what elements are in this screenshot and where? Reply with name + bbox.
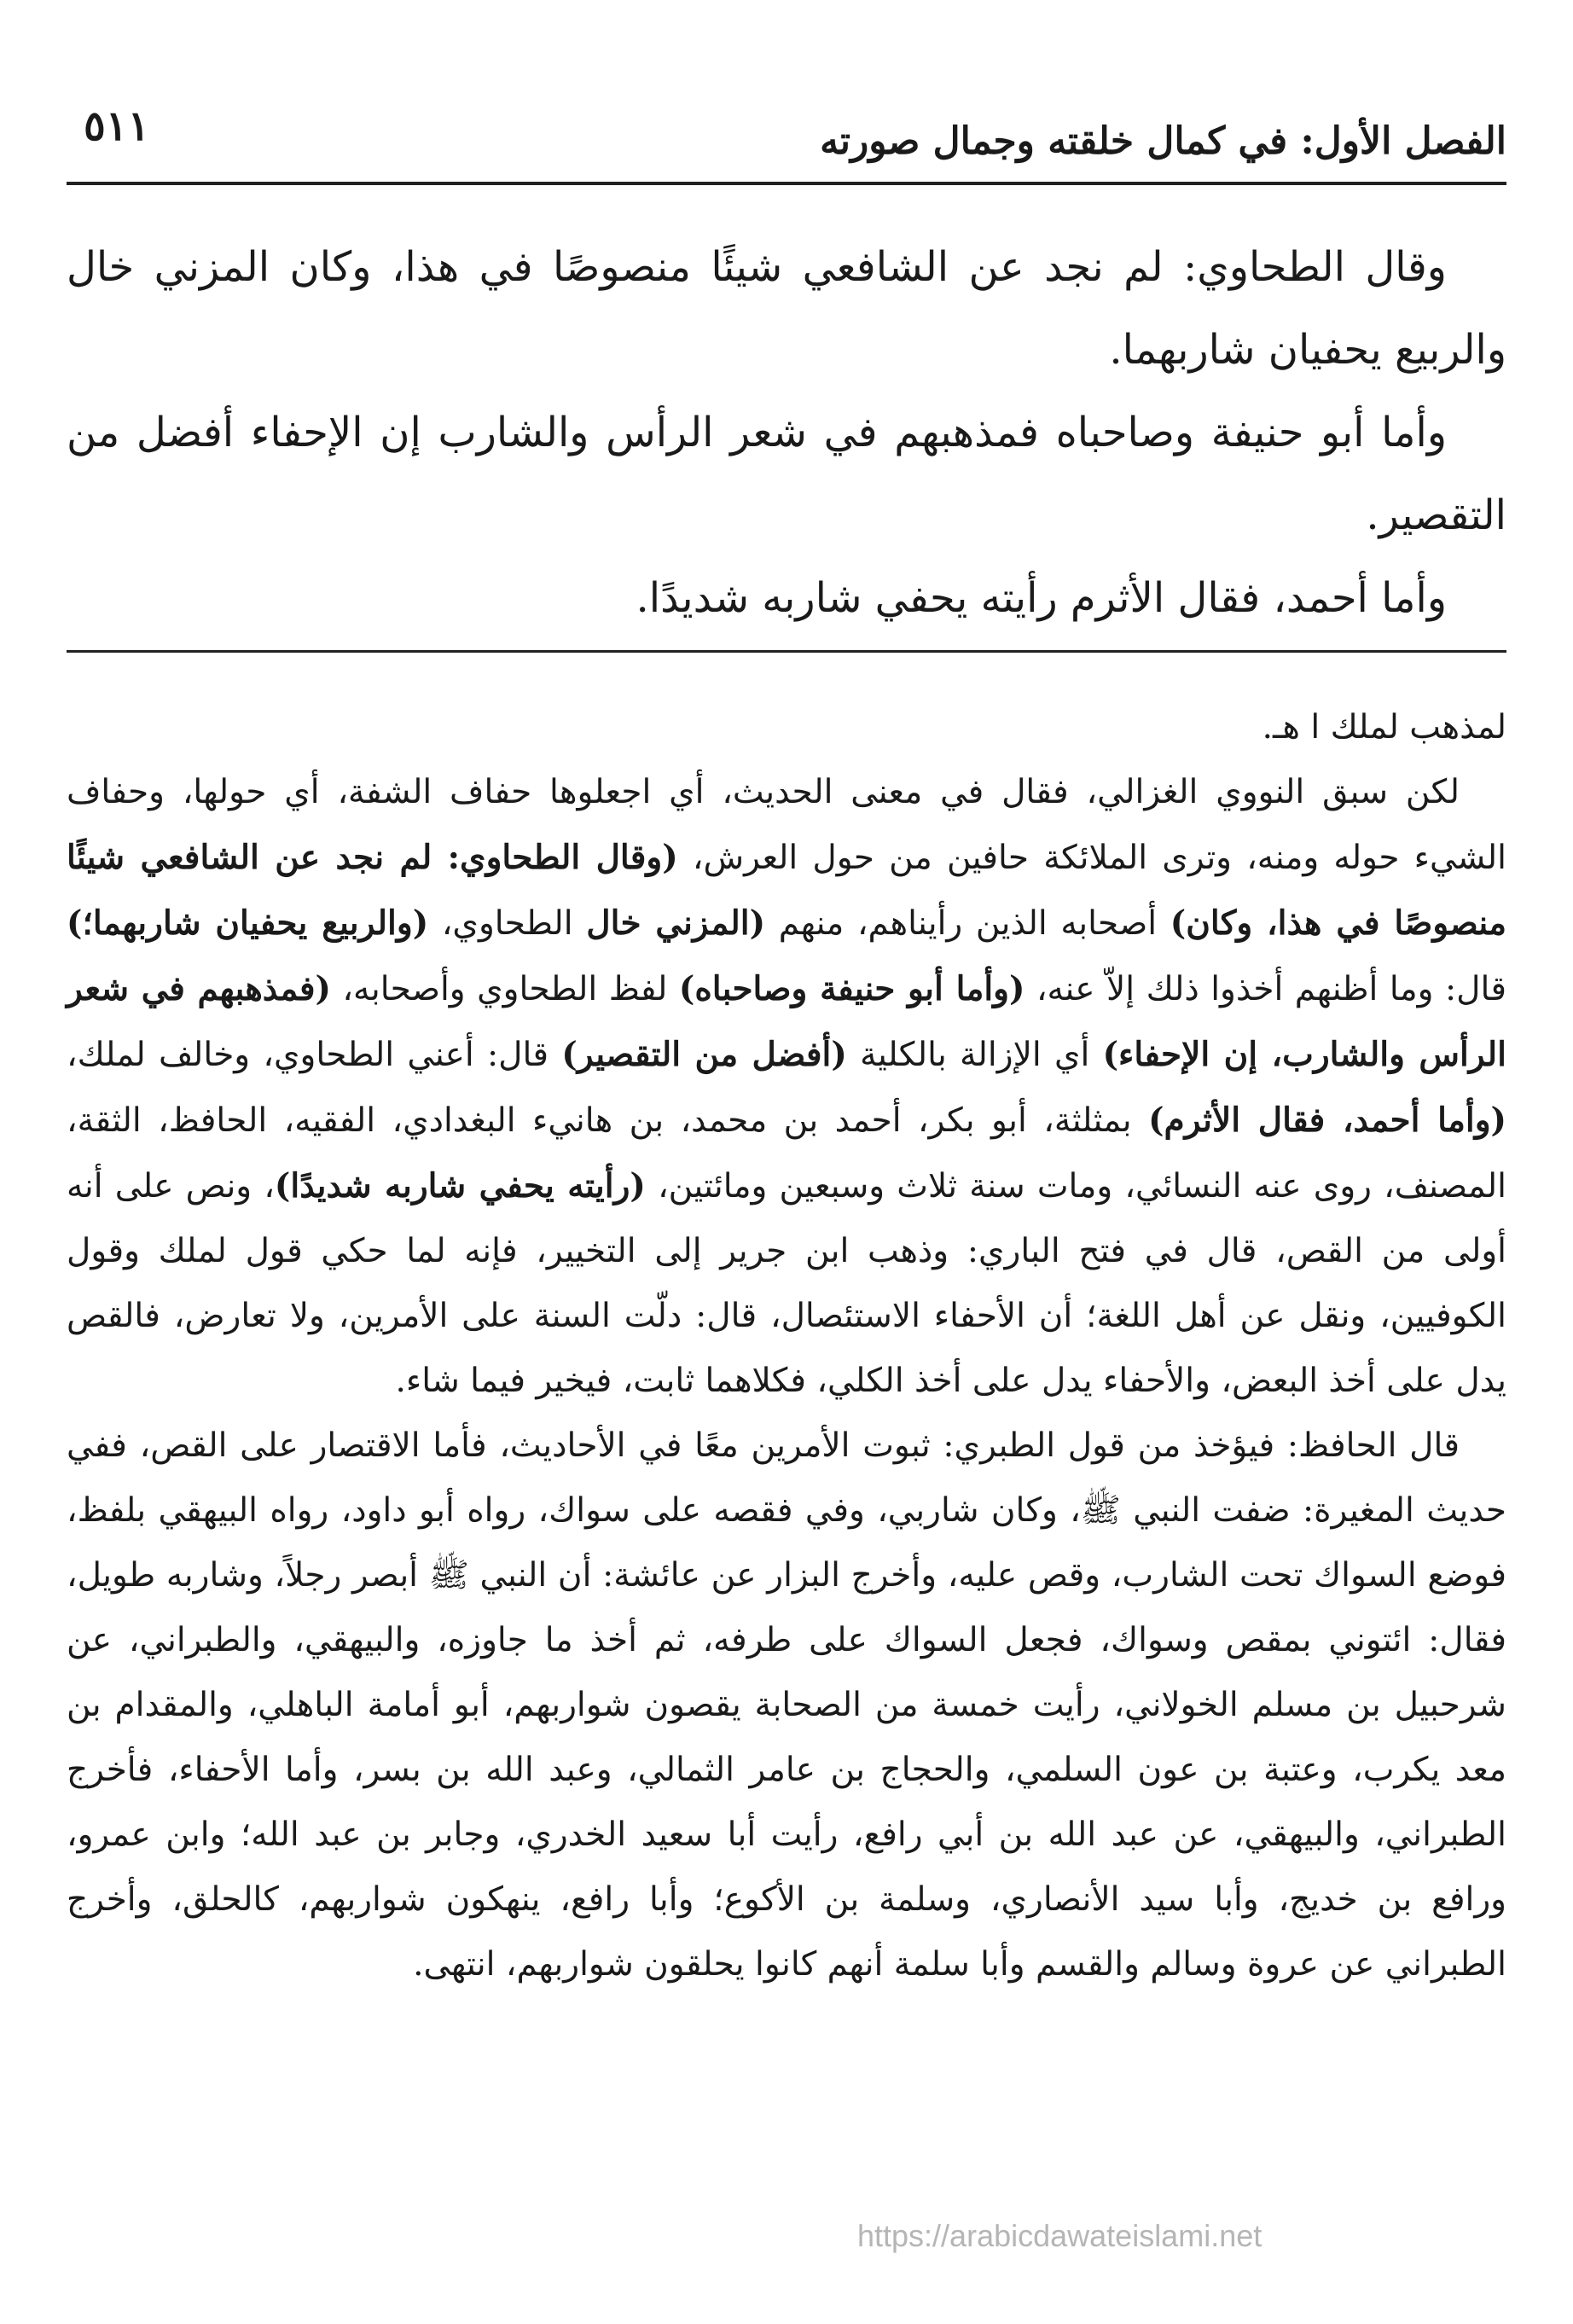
main-paragraph: وأما أحمد، فقال الأثرم رأيته يحفي شاربه شديدًا.	[636, 574, 1447, 622]
footnote-text: الطحاوي،	[428, 904, 587, 943]
page-number: ٥١١	[84, 102, 150, 150]
header-divider	[67, 182, 1506, 185]
main-text	[67, 226, 1506, 640]
footnote-text: لكن سبق النووي الغزالي، فقال في معنى الحديث، أي اجعلوها حفاف الشفة، أي حولها، وحفاف الشيء حوله ومنه، وترى الملائكة حافين من حول العرش،	[67, 773, 1506, 877]
quoted-text: (وأما أحمد، فقال الأثرم)	[1148, 1101, 1506, 1140]
quoted-text: (وقال الطحاوي: لم نجد عن الشافعي شيئًا منصوصًا في هذا، وكان)	[67, 838, 1506, 943]
footnote-paragraph: قال الحافظ: فيؤخذ من قول الطبري: ثبوت الأمرين معًا في الأحاديث، فأما الاقتصار على القص، ففي حديث المغيرة: ضفت النبي ﷺ، وكان شاربي، وفي فقصه على سواك، رواه أبو داود، رواه البيهقي بلفظ، فوضع السواك تحت الشارب، وقص عليه، وأخرج البزار عن عائشة: أن النبي ﷺ أبصر رجلاً، وشاربه طويل، فقال: ائتوني بمقص وسواك، فجعل السواك على طرفه، ثم أخذ ما جاوزه، والبيهقي، والطبراني، عن شرحبيل بن مسلم الخولاني، رأيت خمسة من الصحابة يقصون شواربهم، أبو أمامة الباهلي، والمقدام بن معد يكرب، وعتبة بن عون السلمي، والحجاج بن عامر الثمالي، وعبد الله بن بسر، وأما الأحفاء، فأخرج الطبراني، والبيهقي، عن عبد الله بن أبي رافع، رأيت أبا سعيد الخدري، وجابر بن عبد الله؛ وابن عمرو، ورافع بن خديج، وأبا سيد الأنصاري، وسلمة بن الأكوع؛ وأبا رافع، ينهكون شواربهم، كالحلق، وأخرج الطبراني عن عروة وسالم والقسم وأبا سلمة أنهم كانوا يحلقون شواربهم، انتهى.	[67, 1426, 1506, 1984]
chapter-title: الفصل الأول: في كمال خلقته وجمال صورته	[820, 119, 1506, 163]
footnote-text: بمثلثة، أبو بكر، أحمد بن محمد، بن هانيء البغدادي، الفقيه، الحافظ، الثقة، المصنف، روى عنه النسائي، ومات سنة ثلاث وسبعين ومائتين،	[67, 1101, 1506, 1206]
footnote-text: أي الإزالة بالكلية	[846, 1036, 1103, 1074]
footnote-text: قال: وما أظنهم أخذوا ذلك إلاّ عنه،	[1024, 970, 1507, 1008]
footnote-paragraph	[67, 760, 1506, 1414]
footnotes	[67, 695, 1506, 1997]
quoted-text: (المزني خال	[586, 903, 766, 943]
quoted-text: (أفضل من التقصير)	[561, 1035, 847, 1074]
watermark-url: https://arabicdawateislami.net	[857, 2218, 1262, 2253]
quoted-text: (رأيته يحفي شاربه شديدًا)	[274, 1166, 646, 1206]
footnote-text: قال: أعني الطحاوي، وخالف لملك،	[67, 1036, 562, 1074]
footnote-divider	[67, 650, 1506, 653]
footnote-paragraph: لمذهب لملك ا هـ.	[1262, 708, 1506, 747]
footnote-text: أصحابه الذين رأيناهم، منهم	[765, 904, 1170, 943]
quoted-text: (والربيع يحفيان شاربهما؛)	[67, 903, 429, 943]
page-header	[67, 102, 1506, 179]
footnote-text: لفظ الطحاوي وأصحابه،	[330, 970, 679, 1008]
footnote-text: ، ونص على أنه أولى من القص، قال في فتح الباري: وذهب ابن جرير إلى التخيير، فإنه لما حكي قول لملك وقول الكوفيين، ونقل عن أهل اللغة؛ أن الأحفاء الاستئصال، قال: دلّت السنة على الأمرين، ولا تعارض، فالقص يدل على أخذ البعض، والأحفاء يدل على أخذ الكلي، فكلاهما ثابت، فيخير فيما شاء.	[67, 1167, 1506, 1400]
quoted-text: (فمذهبهم في شعر الرأس والشارب، إن الإحفاء)	[67, 969, 1507, 1074]
quoted-text: (وأما أبو حنيفة وصاحباه)	[678, 969, 1025, 1008]
main-paragraph: وقال الطحاوي: لم نجد عن الشافعي شيئًا منصوصًا في هذا، وكان المزني خال والربيع يحفيان شاربهما.	[67, 243, 1506, 374]
main-paragraph: وأما أبو حنيفة وصاحباه فمذهبهم في شعر الرأس والشارب إن الإحفاء أفضل من التقصير.	[67, 409, 1506, 539]
